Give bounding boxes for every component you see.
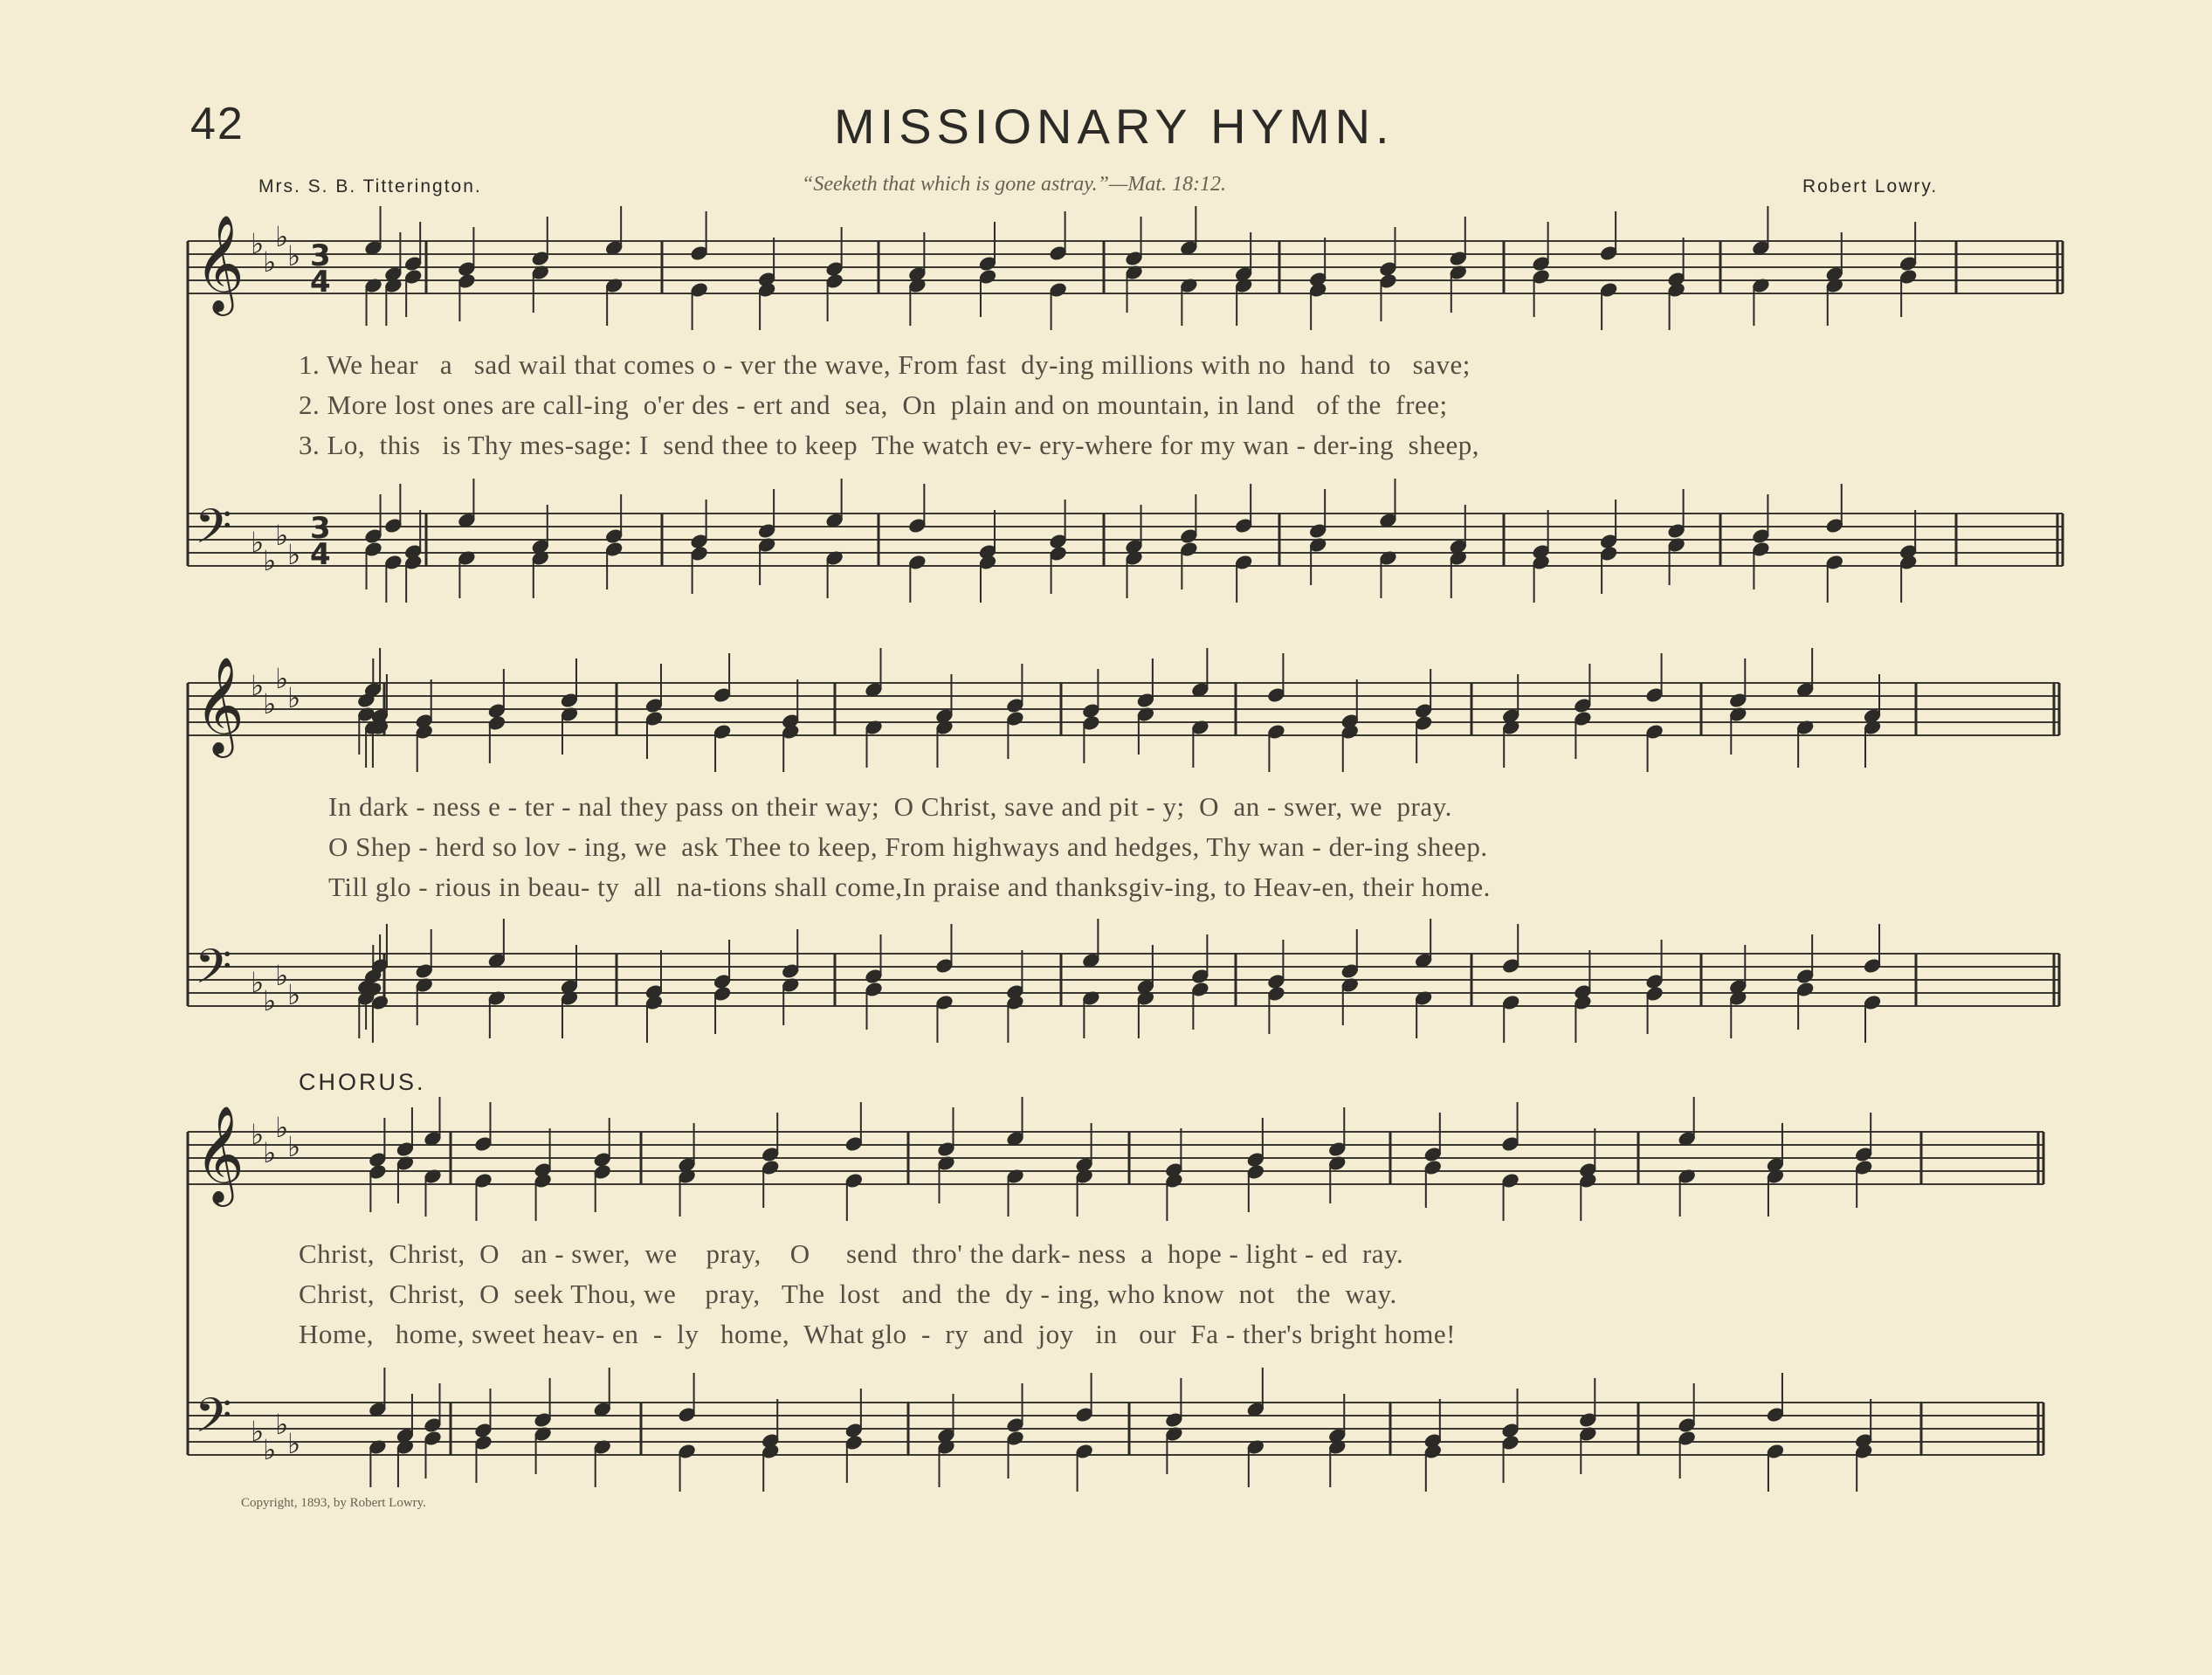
flat-sign-icon: ♭ [251, 227, 265, 260]
flat-sign-icon: ♭ [287, 1130, 301, 1163]
flat-sign-icon: ♭ [275, 662, 289, 695]
flat-sign-icon: ♭ [263, 245, 277, 279]
flat-sign-icon: ♭ [251, 966, 265, 999]
composer-credit: Robert Lowry. [1802, 176, 1939, 196]
epigraph: “Seeketh that which is gone astray.”—Mat. 18:12. [802, 173, 1226, 196]
verse-lyric-line: O Shep - herd so lov - ing, we ask Thee to keep, From highways and hedges, Thy wan - der-ing sheep. [328, 831, 1488, 862]
author-credit: Mrs. S. B. Titterington. [258, 176, 482, 196]
flat-sign-icon: ♭ [287, 681, 301, 714]
treble-clef-icon: 𝄞 [195, 1105, 245, 1203]
time-signature: 4 [310, 265, 331, 300]
flat-sign-icon: ♭ [287, 1427, 301, 1460]
flat-sign-icon: ♭ [251, 1118, 265, 1151]
verse-lyric-line: In dark - ness e - ter - nal they pass on their way; O Christ, save and pit - y; O an - swer, we pray. [328, 791, 1452, 822]
flat-sign-icon: ♭ [251, 669, 265, 702]
flat-sign-icon: ♭ [275, 1408, 289, 1441]
chorus-lyric-line: Home, home, sweet heav- en - ly home, What glo - ry and joy in our Fa - ther's bright home! [299, 1319, 1456, 1349]
flat-sign-icon: ♭ [275, 959, 289, 992]
flat-sign-icon: ♭ [263, 1433, 277, 1466]
flat-sign-icon: ♭ [287, 538, 301, 571]
flat-sign-icon: ♭ [287, 239, 301, 272]
flat-sign-icon: ♭ [275, 519, 289, 552]
flat-sign-icon: ♭ [275, 220, 289, 253]
treble-clef-icon: 𝄞 [195, 656, 245, 754]
page-title: MISSIONARY HYMN. [834, 99, 1395, 154]
verse-lyric-line: 3. Lo, this is Thy mes-sage: I send thee to keep The watch ev- ery-where for my wan - der-ing sheep, [299, 430, 1479, 460]
flat-sign-icon: ♭ [263, 984, 277, 1017]
treble-clef-icon: 𝄞 [195, 214, 245, 312]
flat-sign-icon: ♭ [263, 1136, 277, 1169]
verse-lyric-line: 2. More lost ones are call-ing o'er des - ert and sea, On plain and on mountain, in land of the free; [299, 389, 1448, 420]
flat-sign-icon: ♭ [263, 544, 277, 577]
flat-sign-icon: ♭ [287, 978, 301, 1011]
time-signature: 4 [310, 537, 331, 572]
bass-clef-icon: 𝄢 [195, 939, 232, 1006]
flat-sign-icon: ♭ [251, 526, 265, 559]
chorus-label: CHORUS. [299, 1069, 426, 1095]
bass-clef-icon: 𝄢 [195, 499, 232, 566]
flat-sign-icon: ♭ [251, 1415, 265, 1448]
chorus-lyric-line: Christ, Christ, O seek Thou, we pray, The lost and the dy - ing, who know not the way. [299, 1279, 1397, 1309]
page-number: 42 [190, 99, 245, 149]
flat-sign-icon: ♭ [263, 687, 277, 720]
verse-lyric-line: Till glo - rious in beau- ty all na-tions shall come,In praise and thanksgiv-ing, to Heav-en, their home. [328, 872, 1491, 902]
time-signature: 3 [310, 511, 331, 546]
copyright-notice: Copyright, 1893, by Robert Lowry. [241, 1496, 426, 1510]
time-signature: 3 [310, 238, 331, 273]
bass-clef-icon: 𝄢 [195, 1388, 232, 1455]
chorus-lyric-line: Christ, Christ, O an - swer, we pray, O send thro' the dark- ness a hope - light - ed ray. [299, 1238, 1404, 1269]
verse-lyric-line: 1. We hear a sad wail that comes o - ver the wave, From fast dy-ing millions with no hand to save; [299, 349, 1471, 380]
flat-sign-icon: ♭ [275, 1111, 289, 1144]
